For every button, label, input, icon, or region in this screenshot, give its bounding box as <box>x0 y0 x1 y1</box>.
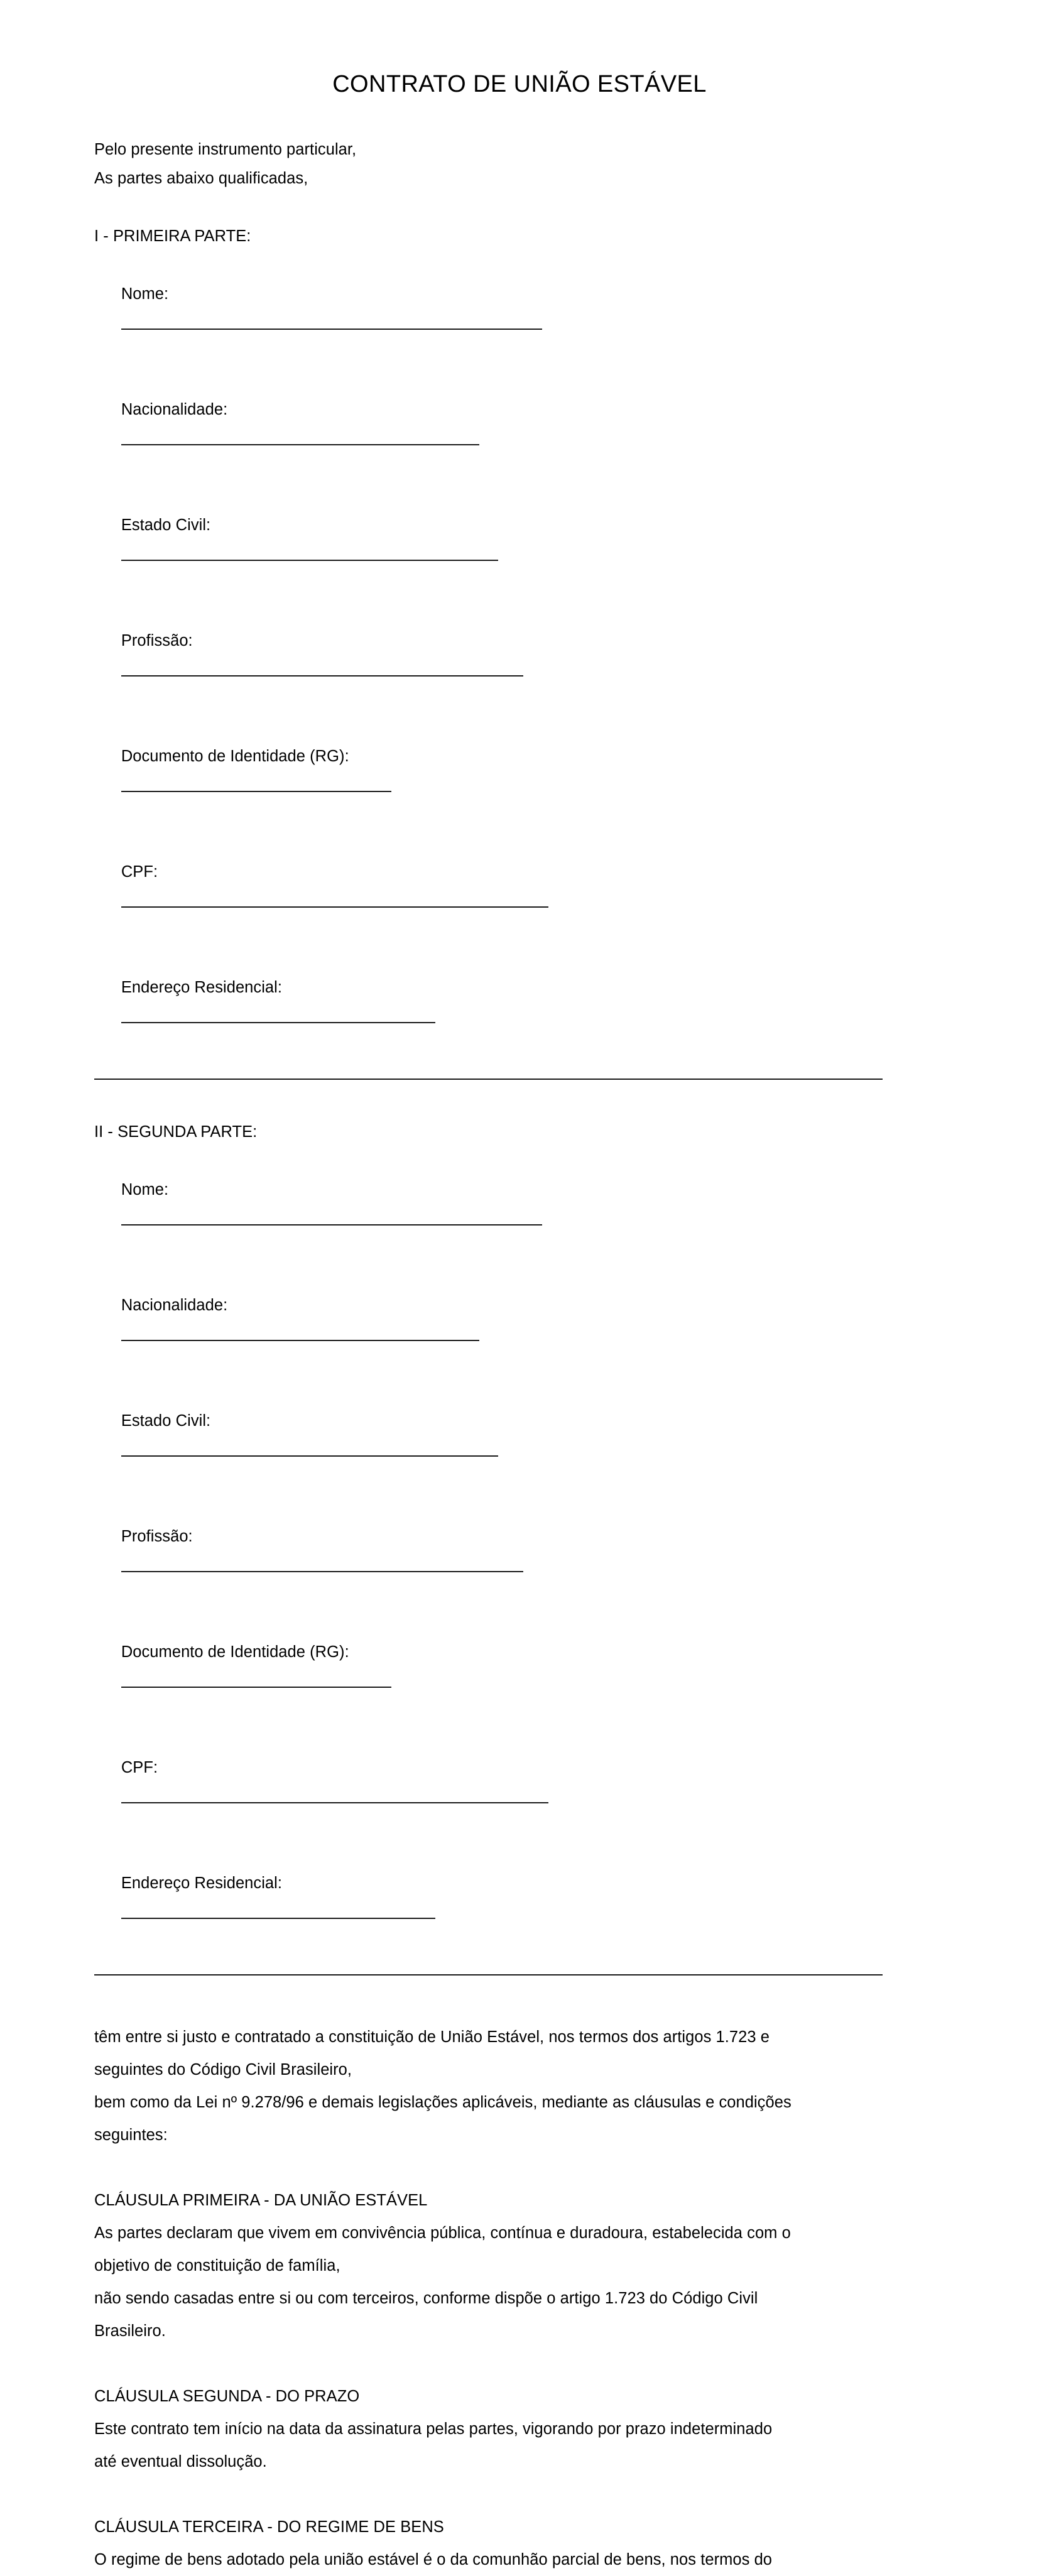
field-row-profissao-2 <box>94 1493 949 1609</box>
clause-1-heading: CLÁUSULA PRIMEIRA - DA UNIÃO ESTÁVEL <box>94 2192 428 2209</box>
field-label: Documento de Identidade (RG): <box>121 1643 349 1661</box>
spacer <box>94 193 949 222</box>
party-two-heading: II - SEGUNDA PARTE: <box>94 1123 258 1141</box>
field-label: CPF: <box>121 863 158 881</box>
field-row-endereco-2 <box>94 1840 949 1955</box>
preamble-line-4: seguintes: <box>94 2126 168 2144</box>
field-blank-nome-1[interactable] <box>121 317 542 330</box>
field-label: Estado Civil: <box>121 516 211 534</box>
clause-2-heading: CLÁUSULA SEGUNDA - DO PRAZO <box>94 2388 360 2405</box>
field-row-profissao-1 <box>94 597 949 713</box>
section-divider-one <box>94 1079 883 1080</box>
clause-1-line-1: As partes declaram que vivem em convivência pública, contínua e duradoura, estabelecida com o <box>94 2224 791 2242</box>
clause-1-line-2: objetivo de constituição de família, <box>94 2257 340 2274</box>
clause-1-line-4: Brasileiro. <box>94 2322 166 2340</box>
party-one-heading: I - PRIMEIRA PARTE: <box>94 227 251 245</box>
field-row-nacionalidade-2 <box>94 1262 949 1378</box>
field-row-rg-1 <box>94 713 949 829</box>
field-label: Documento de Identidade (RG): <box>121 747 349 765</box>
field-row-estado-civil-1 <box>94 482 949 597</box>
intro-line-1: Pelo presente instrumento particular, <box>94 141 357 158</box>
field-blank-nacionalidade-2[interactable] <box>121 1328 479 1341</box>
spacer <box>94 2151 949 2184</box>
preamble-line-2: seguintes do Código Civil Brasileiro, <box>94 2061 352 2079</box>
field-blank-rg-2[interactable] <box>121 1675 391 1688</box>
field-row-nome-2 <box>94 1146 949 1262</box>
clause-3-heading: CLÁUSULA TERCEIRA - DO REGIME DE BENS <box>94 2518 444 2536</box>
field-label: Endereço Residencial: <box>121 1874 283 1892</box>
field-label: Endereço Residencial: <box>121 979 283 996</box>
field-blank-nome-2[interactable] <box>121 1212 542 1226</box>
field-row-nacionalidade-1 <box>94 366 949 482</box>
field-blank-endereco-2[interactable] <box>121 1906 435 1919</box>
field-row-cpf-2 <box>94 1724 949 1840</box>
clause-1-line-3: não sendo casadas entre si ou com terceiros, conforme dispõe o artigo 1.723 do Código Civil <box>94 2290 758 2307</box>
field-label: Nome: <box>121 285 169 303</box>
field-row-nome-1 <box>94 251 949 366</box>
clause-2-line-1: Este contrato tem início na data da assinatura pelas partes, vigorando por prazo indeterminado <box>94 2420 773 2438</box>
document-body <box>94 135 949 2576</box>
field-blank-cpf-2[interactable] <box>121 1790 548 1803</box>
page-title: CONTRATO DE UNIÃO ESTÁVEL <box>332 71 707 97</box>
clause-2-line-2: até eventual dissolução. <box>94 2453 267 2470</box>
section-divider-one-wrap <box>94 1060 949 1089</box>
field-label: Profissão: <box>121 632 193 649</box>
field-row-cpf-1 <box>94 829 949 944</box>
field-row-estado-civil-2 <box>94 1378 949 1493</box>
field-label: Nacionalidade: <box>121 1296 228 1314</box>
field-row-endereco-1 <box>94 944 949 1060</box>
preamble-line-3: bem como da Lei nº 9.278/96 e demais legislações aplicáveis, mediante as cláusulas e condições <box>94 2094 791 2111</box>
field-label: Profissão: <box>121 1528 193 1545</box>
clause-3-line-1: O regime de bens adotado pela união estável é o da comunhão parcial de bens, nos termos do <box>94 2551 773 2568</box>
section-divider-two-wrap <box>94 1955 949 1984</box>
preamble-line-1: têm entre si justo e contratado a constituição de União Estável, nos termos dos artigos 1.723 e <box>94 2028 770 2046</box>
field-label: Nome: <box>121 1181 169 1198</box>
field-blank-profissao-2[interactable] <box>121 1559 523 1572</box>
field-blank-estado-civil-1[interactable] <box>121 548 498 561</box>
field-blank-profissao-1[interactable] <box>121 663 523 677</box>
field-blank-rg-1[interactable] <box>121 779 391 792</box>
section-divider-two <box>94 1974 883 1975</box>
spacer <box>94 1984 949 2021</box>
spacer <box>94 2478 949 2511</box>
field-label: CPF: <box>121 1759 158 1776</box>
field-blank-estado-civil-2[interactable] <box>121 1443 498 1457</box>
spacer <box>94 2347 949 2380</box>
field-blank-nacionalidade-1[interactable] <box>121 432 479 445</box>
field-row-rg-2 <box>94 1609 949 1724</box>
field-label: Estado Civil: <box>121 1412 211 1430</box>
field-blank-endereco-1[interactable] <box>121 1010 435 1023</box>
field-blank-cpf-1[interactable] <box>121 894 548 908</box>
spacer <box>94 1089 949 1117</box>
field-label: Nacionalidade: <box>121 401 228 418</box>
intro-line-2: As partes abaixo qualificadas, <box>94 170 308 187</box>
